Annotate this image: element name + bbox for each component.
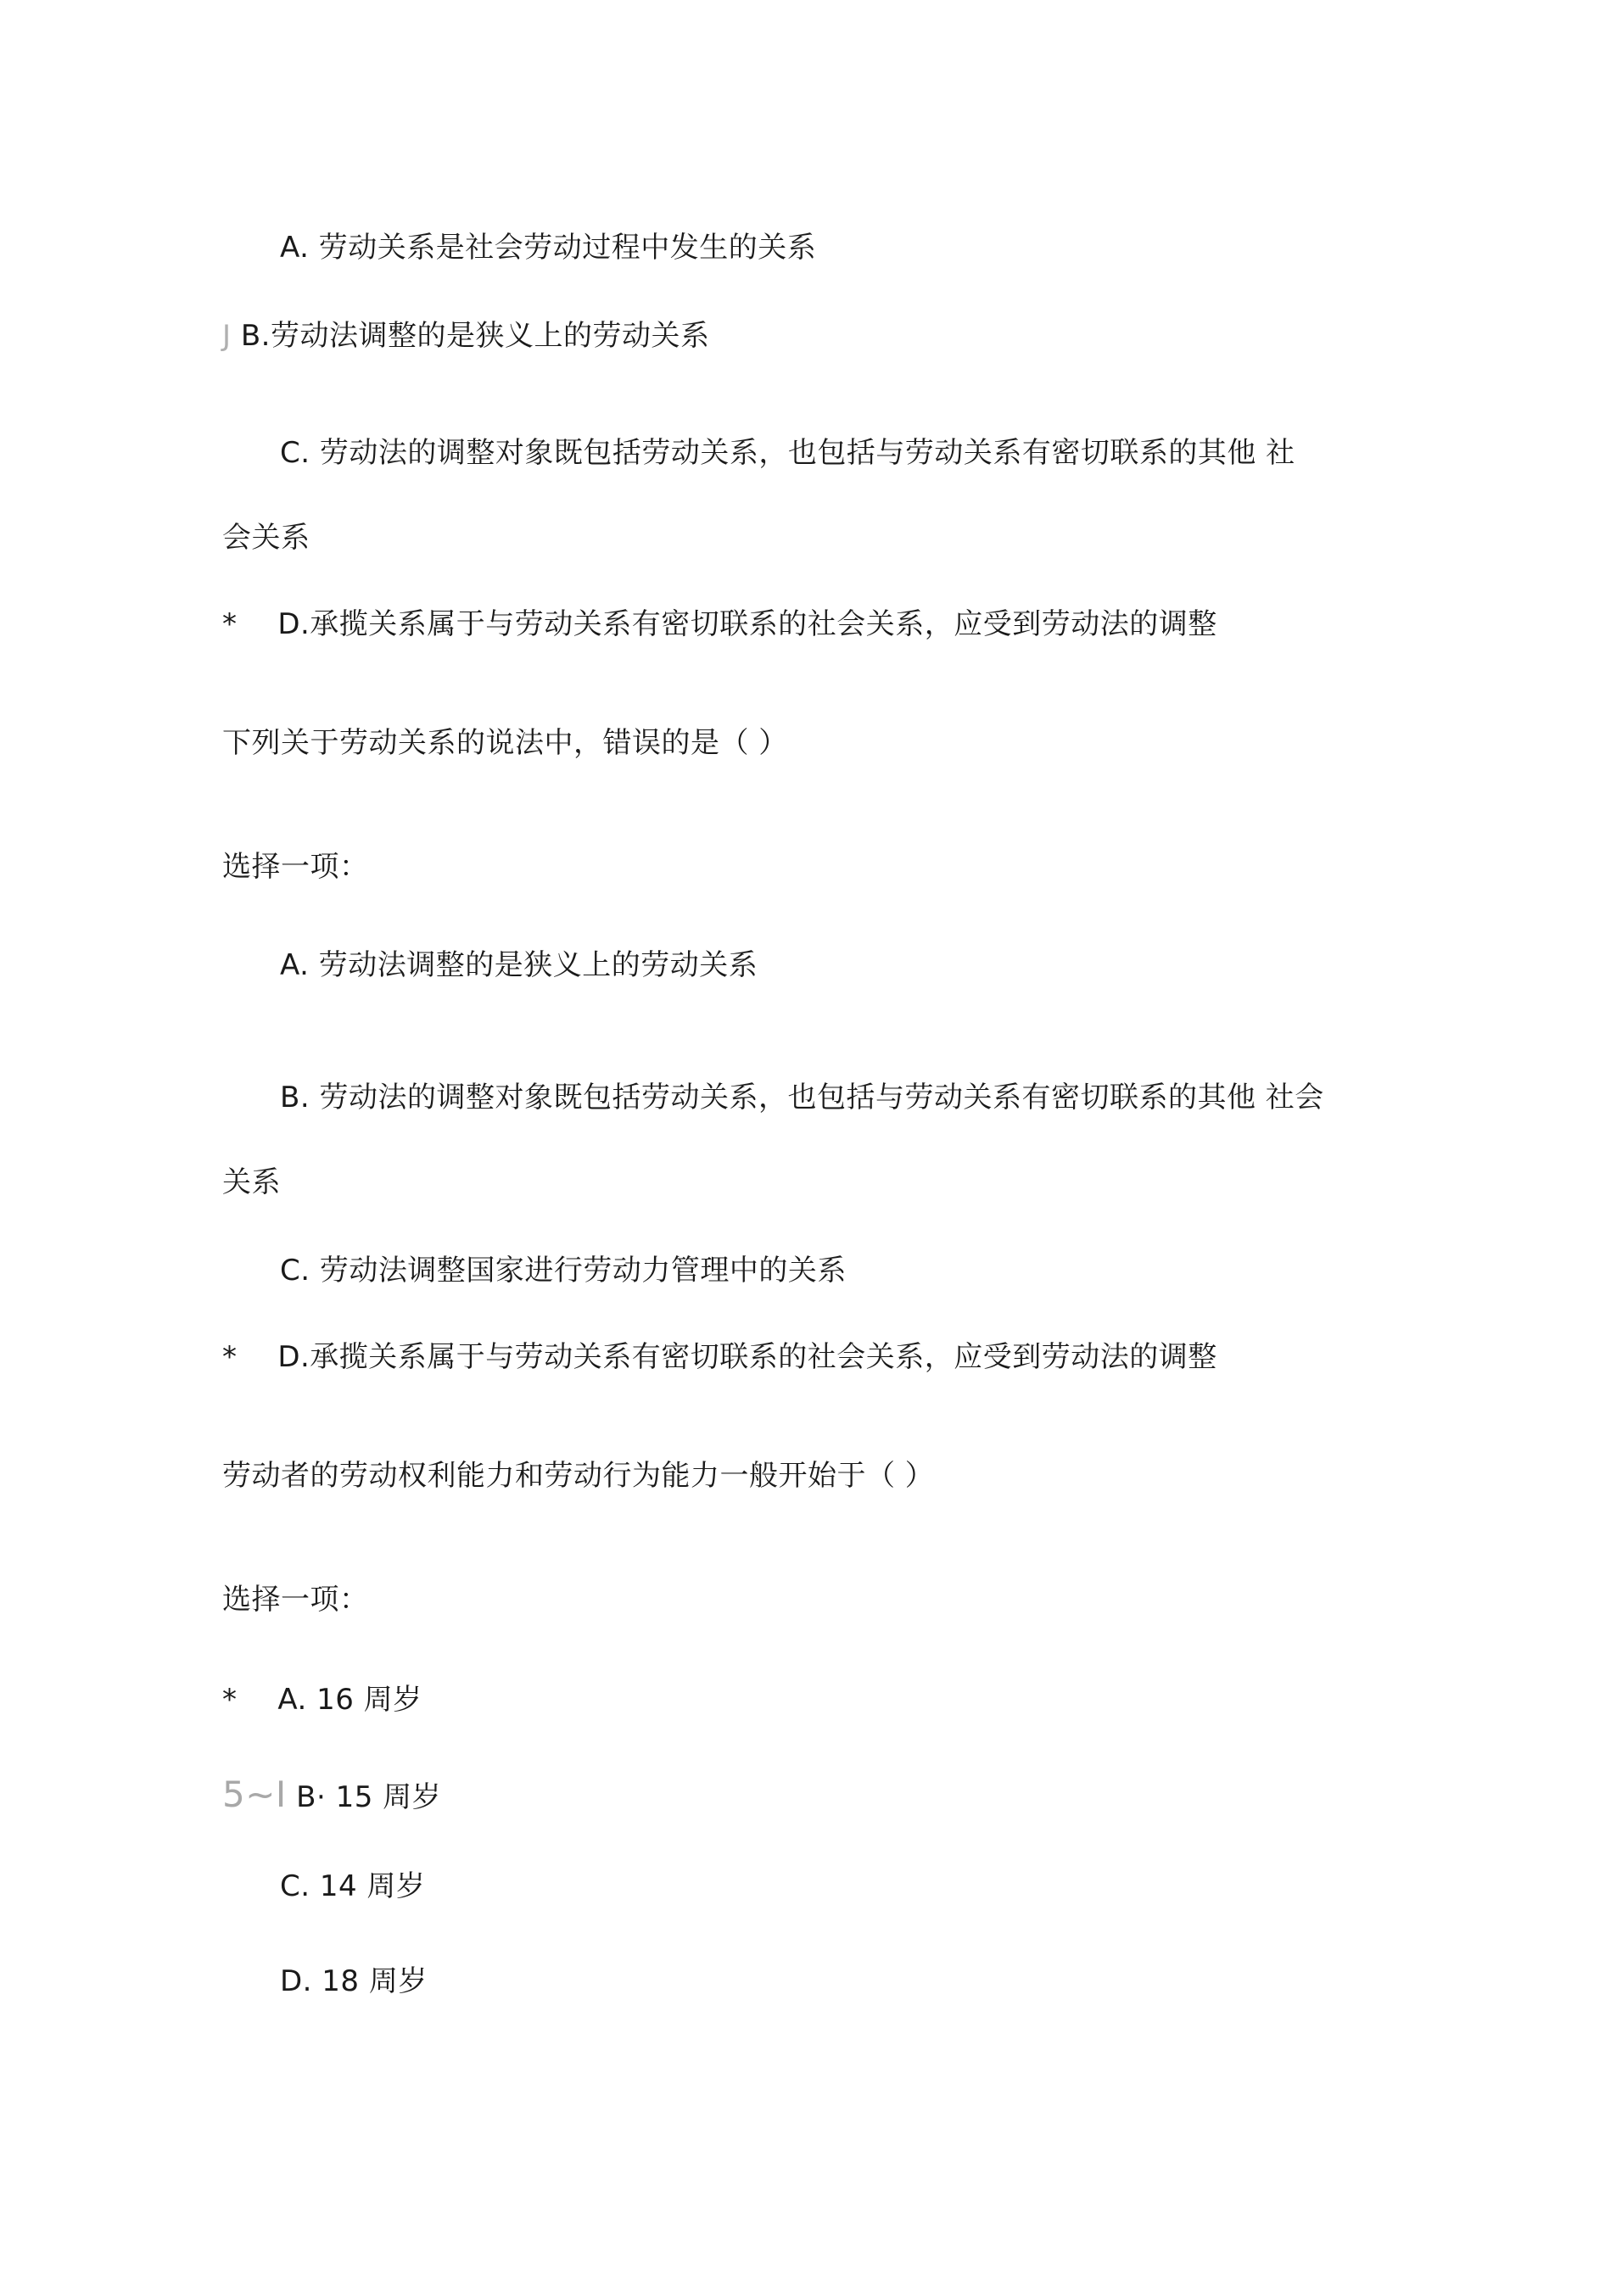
option-a-text: A. 劳动法调整的是狭义上的劳动关系 (280, 948, 758, 982)
answer-mark: 5~I (222, 1774, 287, 1815)
choose-one-prompt: 选择一项： (222, 1583, 369, 1617)
option-c-line-1: C. 劳动法的调整对象既包括劳动关系，也包括与劳动关系有密切联系的其他 社 (280, 436, 1295, 470)
option-b-row (222, 317, 709, 355)
option-d-text: D. 18 周岁 (280, 1964, 428, 1998)
answer-mark: J (222, 319, 232, 353)
option-a-row (222, 1681, 422, 1718)
option-d-text: D.承揽关系属于与劳动关系有密切联系的社会关系，应受到劳动法的调整 (277, 1340, 1217, 1374)
option-c-line-2: 会关系 (222, 521, 310, 555)
option-b-line-1: B. 劳动法的调整对象既包括劳动关系，也包括与劳动关系有密切联系的其他 社会 (280, 1081, 1324, 1114)
option-c-text: C. 14 周岁 (280, 1869, 426, 1903)
option-a-labor-relation: A. 劳动关系是社会劳动过程中发生的关系 (280, 231, 817, 265)
question-stem: 劳动者的劳动权利能力和劳动行为能力一般开始于（ ） (222, 1459, 935, 1493)
selected-mark: * (222, 607, 238, 641)
option-b-text: B· 15 周岁 (296, 1780, 442, 1814)
option-a-text: A. 16 周岁 (277, 1683, 422, 1717)
option-c-text: C. 劳动法调整国家进行劳动力管理中的关系 (280, 1254, 847, 1288)
option-b-line-2: 关系 (222, 1165, 281, 1199)
option-b-row (222, 1776, 441, 1816)
option-b-text: B.劳动法调整的是狭义上的劳动关系 (240, 319, 710, 353)
selected-mark: * (222, 1683, 238, 1717)
option-d-row (222, 606, 1217, 643)
choose-one-prompt: 选择一项： (222, 850, 369, 884)
option-d-row (222, 1338, 1217, 1376)
selected-mark: * (222, 1340, 238, 1374)
option-d-text: D.承揽关系属于与劳动关系有密切联系的社会关系，应受到劳动法的调整 (277, 607, 1217, 641)
question-stem: 下列关于劳动关系的说法中，错误的是（ ） (222, 726, 788, 760)
